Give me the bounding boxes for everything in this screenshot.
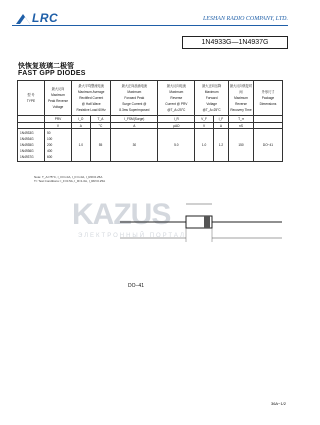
table-row: [18, 129, 283, 162]
note-line: Tr: Test Conditions: I_F=0.5A, I_R=1.0A, I_RR=0.25A: [34, 179, 106, 183]
if-value: 1.2: [213, 129, 228, 162]
table-notes: [34, 175, 105, 183]
page-number: 36A−1/2: [270, 401, 286, 406]
header-trr: 最大反向恢复时间 Maximum Reverse Recovery Time: [229, 81, 254, 116]
table-unit-row: V A °C A μAΩ V A nS: [18, 123, 283, 129]
package-value: DO−41: [254, 129, 283, 162]
logo-text: LRC: [32, 11, 59, 25]
io-value: 1.0: [72, 129, 91, 162]
header-ifsm: 最大正向浪涌电流 Maximum Forward Peak Surge Current @ 8.3ms Superimposed: [111, 81, 158, 116]
header-package: 外形尺寸 Package Dimensions: [254, 81, 283, 116]
header-vrrm: 最大反向 Maximum Peak Reverse Voltage: [45, 81, 72, 116]
part-number-range: 1N4933G—1N4937G: [182, 36, 288, 49]
prv-list: 50 100 200 400 600: [45, 129, 72, 162]
package-label: DO−41: [128, 283, 144, 289]
watermark: KAZUS: [72, 198, 171, 231]
diode-outline-drawing: [100, 182, 300, 262]
header-io: 最大平均整流电流 Maximum Average Rectified Current @ Half-Wave Resistive Load 60Hz: [72, 81, 111, 116]
spec-table: [17, 80, 283, 162]
watermark-subtitle: ЭЛЕКТРОННЫЙ ПОРТАЛ: [78, 233, 186, 239]
table-header-row: [18, 81, 283, 116]
trr-value: 150: [229, 129, 254, 162]
ta-value: 55: [90, 129, 111, 162]
title-chinese: 快恢复玻璃二极管: [18, 63, 74, 70]
company-name: LESHAN RADIO COMPANY, LTD.: [202, 16, 288, 22]
header-type: 型 号 TYPE: [18, 81, 45, 116]
header-vf: 最大正向压降 Maximum Forward Voltage @T_A=25°C: [195, 81, 229, 116]
header-divider: [12, 25, 288, 26]
header-ir: 最大反向电流 Maximum Reverse Current @ PRV @T_A=25°C: [158, 81, 195, 116]
type-list: 1N4933G 1N4934G 1N4935G 1N4936G 1N4937G: [18, 129, 45, 162]
title-english: FAST GPP DIODES: [18, 70, 86, 77]
ir-value: 5.0: [158, 129, 195, 162]
note-line: Note: T_A=75°C, I_O=1.0A, I_F=1.0A, I_RR=0.25A: [34, 175, 103, 179]
ifsm-value: 30: [111, 129, 158, 162]
vf-value: 1.0: [195, 129, 213, 162]
table-symbol-row: PRV I_O T_A I_FSM(Surge) I_R V_F I_F T_rr: [18, 116, 283, 123]
